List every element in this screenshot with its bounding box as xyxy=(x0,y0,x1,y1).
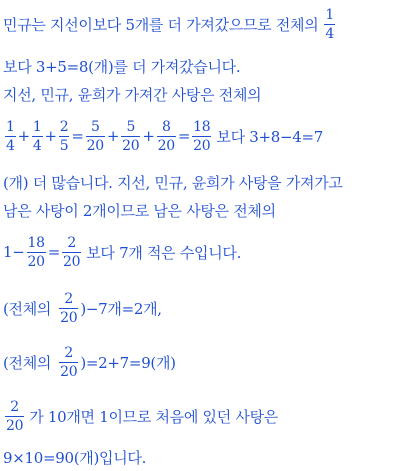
text: 보다 3+8−4=7 xyxy=(216,127,324,146)
fraction-bar xyxy=(59,136,70,137)
fraction-bar xyxy=(27,252,46,253)
text: )−7개=2개, xyxy=(80,299,162,318)
line-7 xyxy=(3,230,400,274)
numerator: 1 xyxy=(6,118,15,135)
operator: + xyxy=(44,127,57,145)
denominator: 20 xyxy=(60,309,78,326)
text: )=2+7=9(개) xyxy=(80,353,176,372)
text: 1− xyxy=(3,243,25,261)
denominator: 5 xyxy=(59,137,69,154)
text: (전체의 xyxy=(3,353,52,372)
fraction-bar xyxy=(192,136,211,137)
fraction xyxy=(5,120,16,153)
numerator: 2 xyxy=(64,344,74,361)
denominator: 20 xyxy=(86,137,104,154)
line-2 xyxy=(3,54,400,78)
text: (전체의 xyxy=(3,299,52,318)
fraction xyxy=(324,8,335,41)
fraction-bar xyxy=(5,136,16,137)
denominator: 4 xyxy=(6,137,15,154)
denominator: 4 xyxy=(32,137,42,154)
numerator: 5 xyxy=(126,118,136,135)
text: (개) 더 많습니다. 지선, 민규, 윤희가 사탕을 가져가고 xyxy=(3,173,343,192)
fraction xyxy=(59,346,78,379)
denominator: 4 xyxy=(325,25,334,42)
operator: + xyxy=(106,127,120,145)
fraction-bar xyxy=(62,252,81,253)
fraction-bar xyxy=(121,136,140,137)
line-11 xyxy=(3,446,400,468)
numerator: 18 xyxy=(193,118,211,135)
fraction xyxy=(59,120,70,153)
fraction xyxy=(192,120,211,153)
numerator: 1 xyxy=(325,6,334,23)
fraction-bar xyxy=(86,136,105,137)
fraction xyxy=(157,120,176,153)
line-3 xyxy=(3,82,400,106)
numerator: 2 xyxy=(67,234,76,251)
fraction xyxy=(32,120,43,153)
fraction xyxy=(5,400,24,433)
fraction-bar xyxy=(59,362,78,363)
line-1 xyxy=(3,4,400,44)
text: 9×10=90(개)입니다. xyxy=(3,448,147,467)
fraction-bar xyxy=(32,136,43,137)
line-6 xyxy=(3,198,400,222)
fraction xyxy=(86,120,105,153)
denominator: 20 xyxy=(6,417,24,434)
line-10 xyxy=(3,394,400,438)
denominator: 20 xyxy=(157,137,175,154)
numerator: 5 xyxy=(90,118,100,135)
numerator: 1 xyxy=(32,118,42,135)
denominator: 20 xyxy=(193,137,211,154)
text: 지선, 민규, 윤희가 가져간 사탕은 전체의 xyxy=(3,85,262,104)
numerator: 2 xyxy=(59,118,69,135)
numerator: 8 xyxy=(161,118,171,135)
operator: = xyxy=(47,243,61,261)
fraction xyxy=(121,120,140,153)
fraction xyxy=(62,236,81,269)
numerator: 2 xyxy=(10,398,19,415)
denominator: 20 xyxy=(27,253,45,270)
denominator: 20 xyxy=(122,137,140,154)
denominator: 20 xyxy=(60,363,78,380)
fraction-bar xyxy=(5,416,24,417)
line-8 xyxy=(3,286,400,330)
line-5 xyxy=(3,170,400,194)
operator: = xyxy=(177,127,191,145)
text: 민규는 지선이보다 5개를 더 가져갔으므로 전체의 xyxy=(3,15,319,34)
line-4 xyxy=(3,114,400,158)
text: 보다 7개 적은 수입니다. xyxy=(86,243,242,262)
text: 남은 사탕이 2개이므로 남은 사탕은 전체의 xyxy=(3,201,276,220)
text: 가 10개면 1이므로 처음에 있던 사탕은 xyxy=(29,407,278,426)
operator: = xyxy=(71,127,84,145)
fraction-bar xyxy=(324,24,335,25)
line-9 xyxy=(3,340,400,384)
operator: + xyxy=(142,127,155,145)
fraction-bar xyxy=(59,308,78,309)
fraction xyxy=(59,292,78,325)
fraction xyxy=(27,236,46,269)
text: 보다 3+5=8(개)를 더 가져갔습니다. xyxy=(3,57,241,76)
numerator: 2 xyxy=(64,290,74,307)
numerator: 18 xyxy=(27,234,45,251)
fraction-bar xyxy=(157,136,176,137)
operator: + xyxy=(17,127,30,145)
denominator: 20 xyxy=(63,253,81,270)
